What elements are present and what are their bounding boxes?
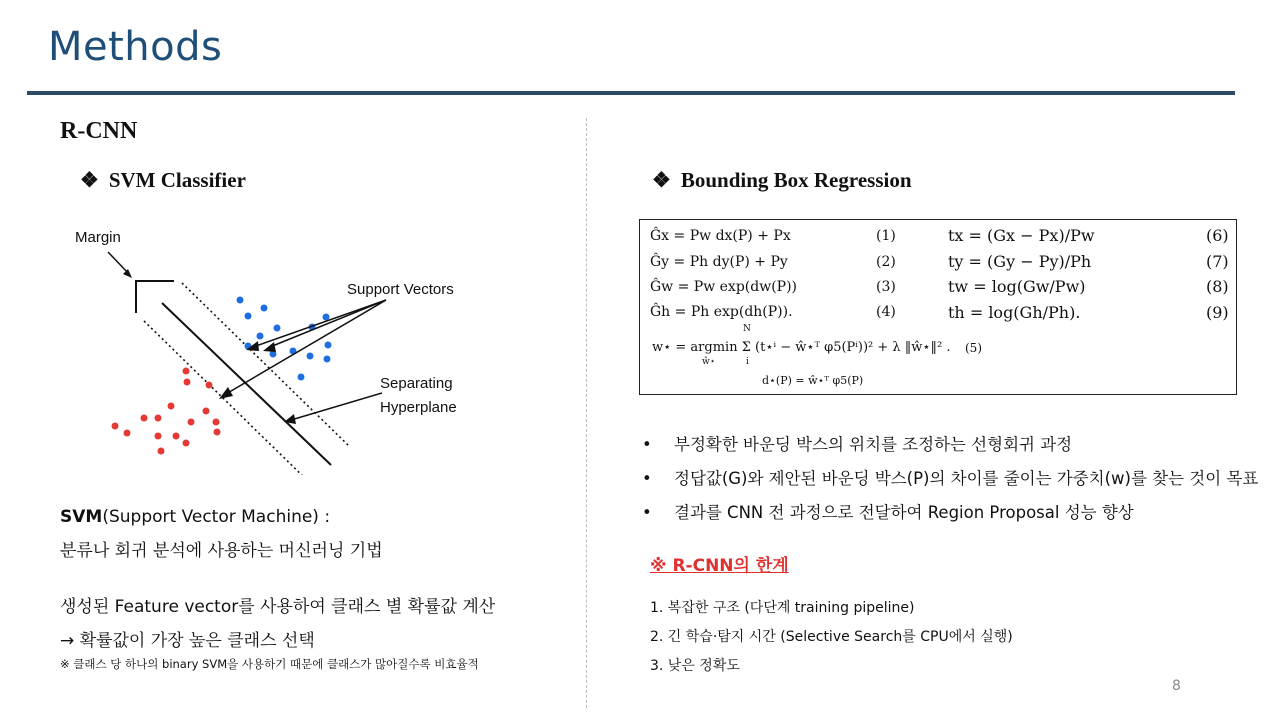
svm-definition: 분류나 회귀 분석에 사용하는 머신러닝 기법 [60, 541, 383, 561]
list-item: • 결과를 CNN 전 과정으로 전달하여 Region Proposal 성능 향상 [642, 496, 1258, 530]
equation-7: ty = (Gy − Py)/Ph [948, 252, 1092, 271]
blue-class-points [237, 297, 332, 381]
equation-9: th = log(Gh/Ph). [948, 303, 1081, 322]
equation-4-number: (4) [876, 304, 896, 320]
list-item: • 정답값(G)와 제안된 바운딩 박스(P)의 차이를 줄이는 가중치(w)를 찾는 것이 목표 [642, 462, 1258, 496]
list-item: 3. 낮은 정확도 [650, 658, 740, 674]
svm-fullname: (Support Vector Machine) : [102, 507, 331, 527]
list-item: 2. 긴 학습·탐지 시간 (Selective Search를 CPU에서 실행) [650, 629, 1013, 645]
svm-description [60, 500, 383, 568]
equation-8-number: (8) [1206, 277, 1229, 296]
equation-5-number: (5) [965, 341, 982, 355]
equation-6-number: (6) [1206, 226, 1229, 245]
equation-5: w⋆ = argmin Σ (t⋆ⁱ − ŵ⋆ᵀ φ5(Pⁱ))² + λ ‖ŵ⋆‖² . [652, 340, 951, 355]
equation-box [639, 219, 1237, 395]
bullet-dot-icon: • [642, 435, 652, 454]
page-number: 8 [1172, 678, 1181, 694]
lower-margin-line [144, 321, 312, 475]
equation-10: d⋆(P) = ŵ⋆ᵀ φ5(P) [762, 374, 864, 387]
equation-1-number: (1) [876, 228, 896, 244]
equation-2-number: (2) [876, 254, 896, 270]
svm-name: SVM [60, 507, 103, 527]
equation-7-number: (7) [1206, 252, 1229, 271]
equation-5-subscript: ŵ⋆ [702, 357, 716, 367]
svm-process [60, 590, 495, 658]
limitations-list [650, 594, 1013, 681]
feature-line: 생성된 Feature vector를 사용하여 클래스 별 확률값 계산 [60, 597, 496, 617]
bullet-dot-icon: • [642, 469, 652, 488]
equation-6: tx = (Gx − Px)/Pw [948, 226, 1095, 245]
svm-diagram [60, 215, 480, 475]
equation-2: Ĝy = Ph dy(P) + Py [650, 254, 788, 270]
bullet-dot-icon: • [642, 503, 652, 522]
equation-8: tw = log(Gw/Pw) [948, 277, 1086, 296]
list-item: • 부정확한 바운딩 박스의 위치를 조정하는 선형회귀 과정 [642, 428, 1258, 462]
margin-arrowhead [123, 269, 132, 278]
bbox-bullets [642, 428, 1258, 530]
equation-5-upper-limit: N [743, 324, 751, 334]
list-item: 1. 복잡한 구조 (다단계 training pipeline) [650, 600, 915, 616]
svm-note: ※ 클래스 당 하나의 binary SVM을 사용하기 때문에 클래스가 많아질수록 비효율적 [60, 657, 479, 671]
select-line: → 확률값이 가장 높은 클래스 선택 [60, 631, 315, 651]
subheading-bbox [652, 168, 912, 193]
title-underline [27, 91, 1235, 95]
diamond-bullet-icon: ❖ [80, 168, 99, 192]
subheading-bbox-text: Bounding Box Regression [680, 168, 912, 192]
equation-3-number: (3) [876, 279, 896, 295]
limitations-title: ※ R-CNN의 한계 [650, 556, 789, 576]
subheading-svm-text: SVM Classifier [108, 168, 246, 192]
hyperplane-label: Hyperplane [380, 399, 457, 416]
red-class-points [112, 368, 221, 455]
arrowheads [219, 341, 296, 424]
margin-label: Margin [75, 229, 121, 246]
equation-9-number: (9) [1206, 303, 1229, 322]
column-divider [586, 118, 587, 708]
separating-label: Separating [380, 375, 453, 392]
equation-4: Ĝh = Ph exp(dh(P)). [650, 304, 793, 320]
equation-1: Ĝx = Pw dx(P) + Px [650, 228, 791, 244]
slide-title: Methods [48, 24, 223, 70]
equation-5-lower-limit: i [746, 357, 749, 367]
section-heading-rcnn: R-CNN [60, 118, 138, 144]
equation-3: Ĝw = Pw exp(dw(P)) [650, 279, 798, 295]
subheading-svm [80, 168, 246, 193]
diamond-bullet-icon: ❖ [652, 168, 671, 192]
support-vectors-label: Support Vectors [347, 281, 454, 298]
